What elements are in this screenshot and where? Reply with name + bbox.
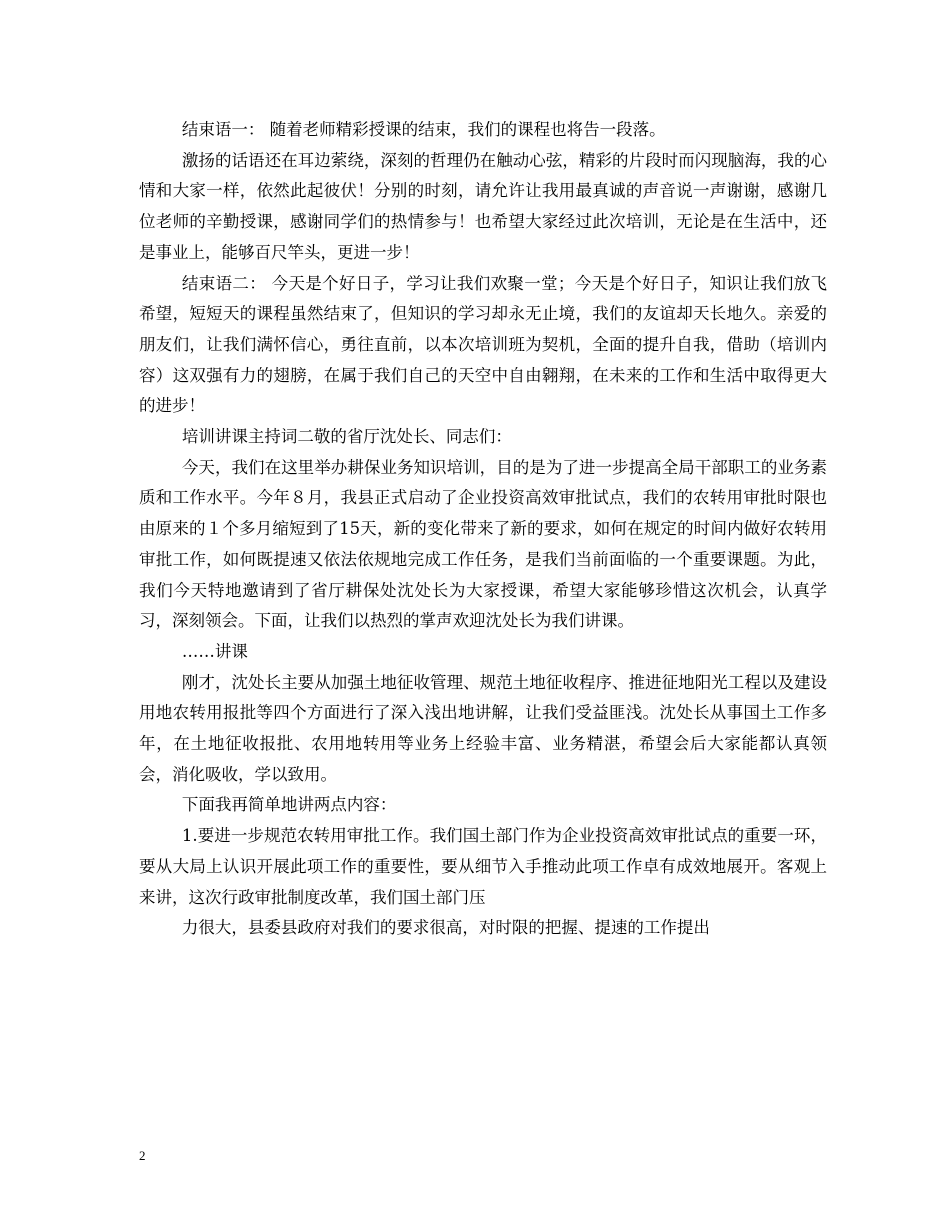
point-one-continued: 力很大，县委县政府对我们的要求很高，对时限的把握、提速的工作提出 xyxy=(181,918,710,938)
host-speech-intro: 今天，我们在这里举办耕保业务知识培训，目的是为了进一步提高全局干部职工的业务素质和工作水平。今年８月，我县正式启动了企业投资高效审批试点，我们的农转用审批时限也由原来的１个多月缩短到了15天，新的变化带来了新的要求，如何在规定的时间内做好农转用审批工作，如何既提速又依法依规地完成工作任务，是我们当前面临的一个重要课题。为此，我们今天特地邀请到了省厅耕保处沈处长为大家授课，希望大家能够珍惜这次机会，认真学习，深刻领会。下面，让我们以热烈的掌声欢迎沈处长为我们讲课。 xyxy=(139,457,827,631)
lecture-marker: ……讲课 xyxy=(181,641,248,661)
document-body xyxy=(139,115,827,944)
closing-remark-one: 结束语一： 随着老师精彩授课的结束，我们的课程也将告一段落。 xyxy=(181,120,666,139)
closing-remark-one-body: 激扬的话语还在耳边萦绕，深刻的哲理仍在触动心弦，精彩的片段时而闪现脑海，我的心情和大家一样，依然此起彼伏！分别的时刻，请允许让我用最真诚的声音说一声谢谢，感谢几位老师的辛勤授课，感谢同学们的热情参与！也希望大家经过此次培训，无论是在生活中，还是事业上，能够百尺竿头，更进一步！ xyxy=(139,150,827,262)
lecture-summary: 刚才，沈处长主要从加强土地征收管理、规范土地征收程序、推进征地阳光工程以及建设用地农转用报批等四个方面进行了深入浅出地讲解，让我们受益匪浅。沈处长从事国土工作多年，在土地征收报批、农用地转用等业务上经验丰富、业务精湛，希望会后大家能都认真领会，消化吸收，学以致用。 xyxy=(139,672,827,784)
point-one: 1.要进一步规范农转用审批工作。我们国土部门作为企业投资高效审批试点的重要一环，要从大局上认识开展此项工作的重要性，要从细节入手推动此项工作卓有成效地展开。客观上来讲，这次行政审批制度改革，我们国土部门压 xyxy=(139,826,827,907)
two-points-intro: 下面我再简单地讲两点内容： xyxy=(181,795,397,815)
page-number: 2 xyxy=(139,1148,146,1163)
host-speech-greeting: 培训讲课主持词二敬的省厅沈处长、同志们： xyxy=(181,427,512,447)
closing-remark-two: 结束语二： 今天是个好日子，学习让我们欢聚一堂；今天是个好日子，知识让我们放飞希望，短短天的课程虽然结束了，但知识的学习却永无止境，我们的友谊却天长地久。亲爱的朋友们，让我们满怀信心，勇往直前，以本次培训班为契机，全面的提升自我，借助（培训内容）这双强有力的翅膀，在属于我们自己的天空中自由翱翔，在未来的工作和生活中取得更大的进步！ xyxy=(139,273,827,416)
